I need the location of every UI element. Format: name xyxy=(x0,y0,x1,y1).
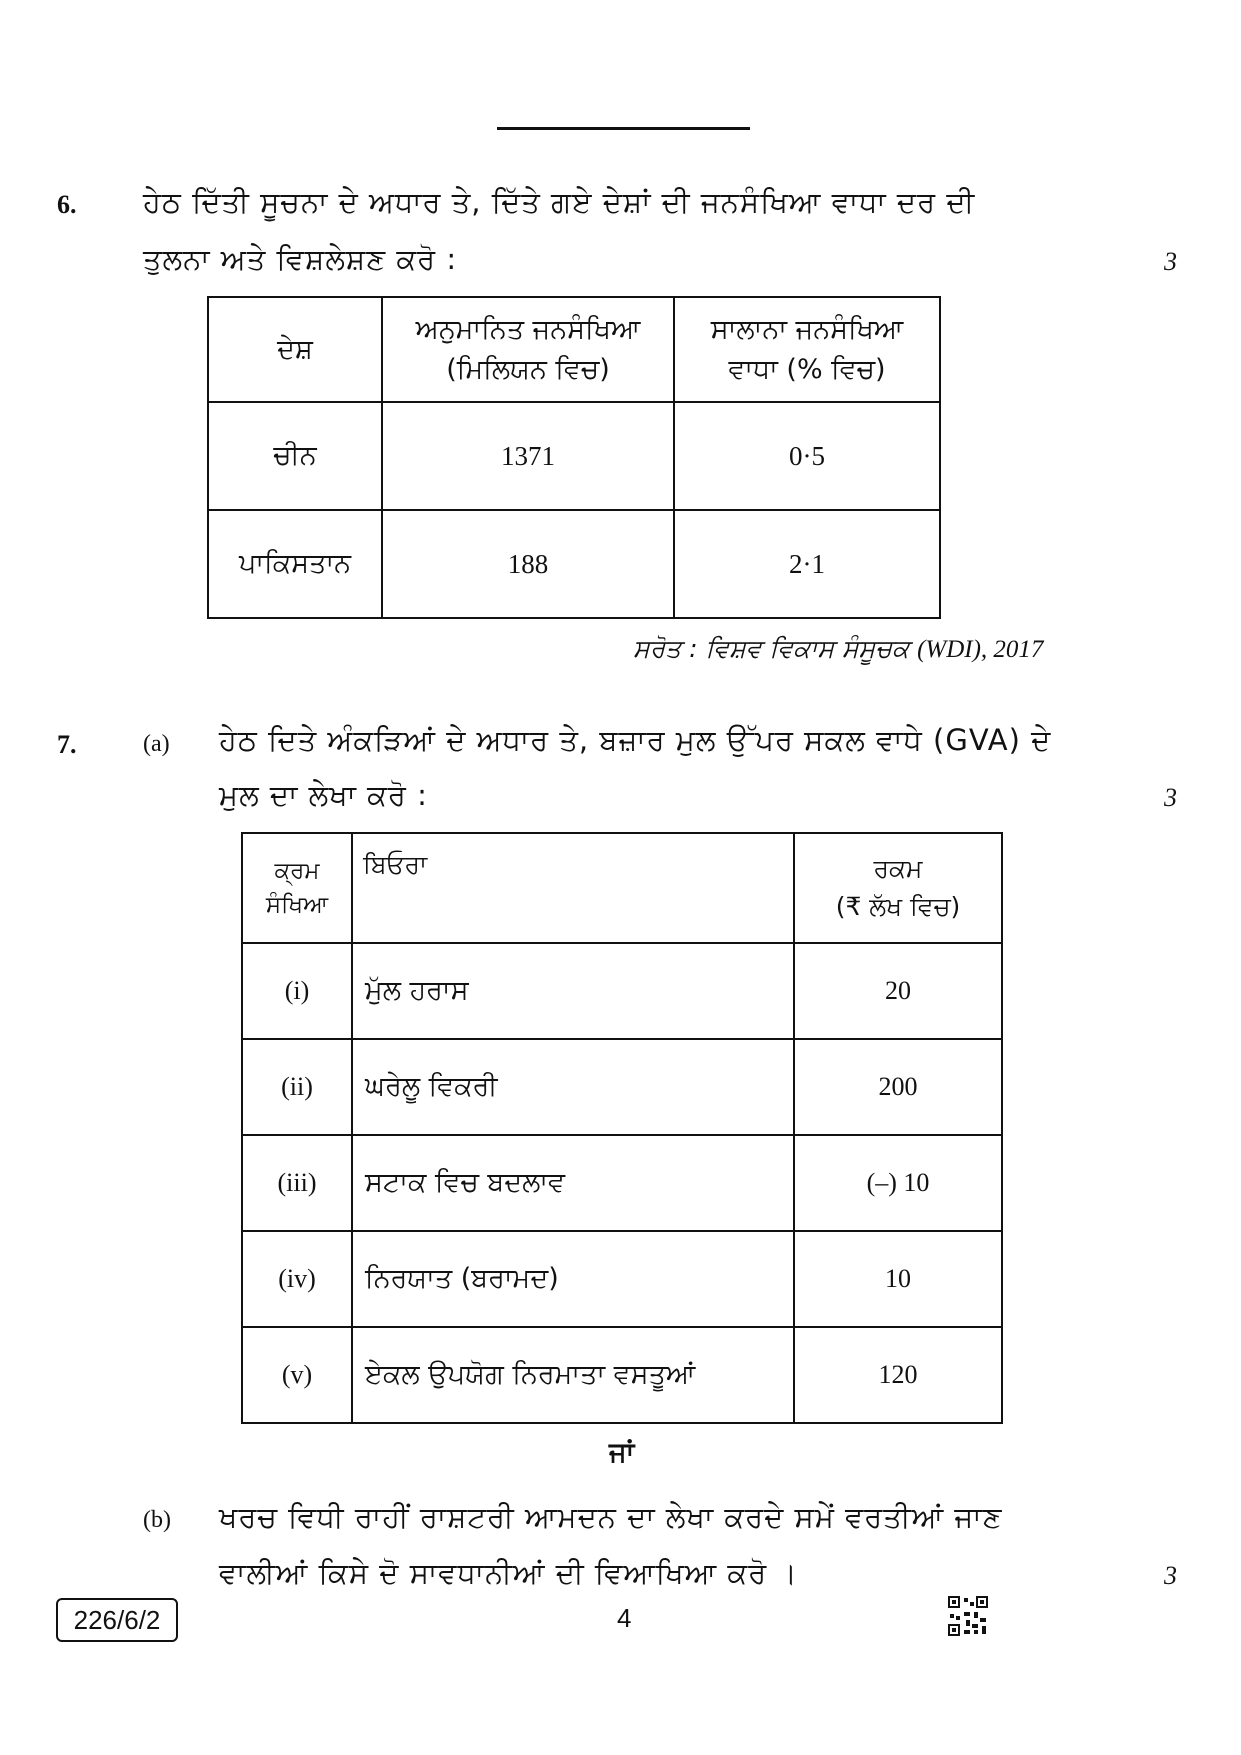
q7b-text-line1: ਖਰਚ ਵਿਧੀ ਰਾਹੀਂ ਰਾਸ਼ਟਰੀ ਆਮਦਨ ਦਾ ਲੇਖਾ ਕਰਦੇ ਸਮੇਂ ਵਰਤੀਆਂ ਜਾਣ xyxy=(219,1500,1003,1534)
q7a-marks: 3 xyxy=(1164,783,1177,812)
header-amount xyxy=(794,833,1002,943)
cell-amount: 10 xyxy=(794,1231,1002,1327)
table-header-row xyxy=(208,297,940,402)
q6-text-line2: ਤੁਲਨਾ ਅਤੇ ਵਿਸ਼ਲੇਸ਼ਣ ਕਰੋ : xyxy=(143,242,458,276)
cell-serial: (i) xyxy=(242,943,352,1039)
q6-marks: 3 xyxy=(1164,247,1177,276)
header-particulars: ਬਿਓਰਾ xyxy=(352,833,794,943)
cell-serial: (iv) xyxy=(242,1231,352,1327)
q6-population-table xyxy=(207,296,941,619)
table-row xyxy=(242,1231,1002,1327)
cell-serial: (v) xyxy=(242,1327,352,1423)
cell-amount: 20 xyxy=(794,943,1002,1039)
cell-particular: ਘਰੇਲੂ ਵਿਕਰੀ xyxy=(352,1039,794,1135)
q6-text-line1: ਹੇਠ ਦਿੱਤੀ ਸੂਚਨਾ ਦੇ ਅਧਾਰ ਤੇ, ਦਿੱਤੇ ਗਏ ਦੇਸ਼ਾਂ ਦੀ ਜਨਸੰਖਿਆ ਵਾਧਾ ਦਰ ਦੀ xyxy=(143,185,976,219)
header-growth-line1: ਸਾਲਾਨਾ ਜਨਸੰਖਿਆ xyxy=(710,313,904,345)
q7b-label: (b) xyxy=(143,1507,171,1533)
cell-population: 1371 xyxy=(382,402,674,510)
q7b-marks: 3 xyxy=(1164,1561,1177,1590)
cell-amount: (–) 10 xyxy=(794,1135,1002,1231)
cell-amount: 120 xyxy=(794,1327,1002,1423)
cell-serial: (ii) xyxy=(242,1039,352,1135)
header-growth-line2: ਵਾਧਾ (% ਵਿਚ) xyxy=(728,353,886,385)
q7b-text-line2: ਵਾਲੀਆਂ ਕਿਸੇ ਦੋ ਸਾਵਧਾਨੀਆਂ ਦੀ ਵਿਆਖਿਆ ਕਰੋ । xyxy=(219,1556,798,1590)
header-population xyxy=(382,297,674,402)
cell-particular: ਨਿਰਯਾਤ (ਬਰਾਮਦ) xyxy=(352,1231,794,1327)
header-serial-line2: ਸੰਖਿਆ xyxy=(265,892,329,918)
q7a-text-line2: ਮੁਲ ਦਾ ਲੇਖਾ ਕਰੋ : xyxy=(219,778,428,812)
table-header-row xyxy=(242,833,1002,943)
table-row xyxy=(242,1135,1002,1231)
cell-population: 188 xyxy=(382,510,674,618)
header-country: ਦੇਸ਼ xyxy=(208,297,382,402)
header-amount-line2: (₹ ਲੱਖ ਵਿਚ) xyxy=(835,892,961,921)
q7a-text-line1: ਹੇਠ ਦਿਤੇ ਅੰਕੜਿਆਂ ਦੇ ਅਧਾਰ ਤੇ, ਬਜ਼ਾਰ ਮੁਲ ਉੱਪਰ ਸਕਲ ਵਾਧੇ (GVA) ਦੇ xyxy=(219,723,1052,757)
header-serial-line1: ਕ੍ਰਮ xyxy=(274,858,320,884)
qr-code-icon xyxy=(948,1596,988,1636)
cell-amount: 200 xyxy=(794,1039,1002,1135)
header-serial xyxy=(242,833,352,943)
page-number: 4 xyxy=(617,1603,632,1633)
table-row xyxy=(242,943,1002,1039)
cell-particular: ਸਟਾਕ ਵਿਚ ਬਦਲਾਵ xyxy=(352,1135,794,1231)
cell-country: ਚੀਨ xyxy=(208,402,382,510)
cell-serial: (iii) xyxy=(242,1135,352,1231)
cell-particular: ਏਕਲ ਉਪਯੋਗ ਨਿਰਮਾਤਾ ਵਸਤੂਆਂ xyxy=(352,1327,794,1423)
source-prefix: ਸਰੋਤ : ਵਿਸ਼ਵ ਵਿਕਾਸ ਸੰਸੂਚਕ xyxy=(633,634,910,663)
cell-country: ਪਾਕਿਸਤਾਨ xyxy=(208,510,382,618)
q6-source xyxy=(633,634,1043,664)
header-growth xyxy=(674,297,940,402)
table-row xyxy=(242,1039,1002,1135)
q7a-label: (a) xyxy=(143,731,170,757)
q7-gva-table xyxy=(241,832,1003,1424)
q6-number: 6. xyxy=(57,190,77,219)
or-separator: ਜਾਂ xyxy=(609,1437,635,1468)
cell-growth: 2·1 xyxy=(674,510,940,618)
cell-growth: 0·5 xyxy=(674,402,940,510)
q7-number: 7. xyxy=(57,730,77,759)
top-rule xyxy=(497,127,750,130)
header-population-line1: ਅਨੁਮਾਨਿਤ ਜਨਸੰਖਿਆ xyxy=(415,313,641,345)
header-amount-line1: ਰਕਮ xyxy=(873,854,923,883)
cell-particular: ਮੁੱਲ ਹਰਾਸ xyxy=(352,943,794,1039)
source-suffix: (WDI), 2017 xyxy=(917,636,1044,663)
table-row xyxy=(242,1327,1002,1423)
header-population-line2: (ਮਿਲਿਯਨ ਵਿਚ) xyxy=(446,353,610,385)
paper-code: 226/6/2 xyxy=(56,1598,178,1642)
table-row xyxy=(208,402,940,510)
table-row xyxy=(208,510,940,618)
